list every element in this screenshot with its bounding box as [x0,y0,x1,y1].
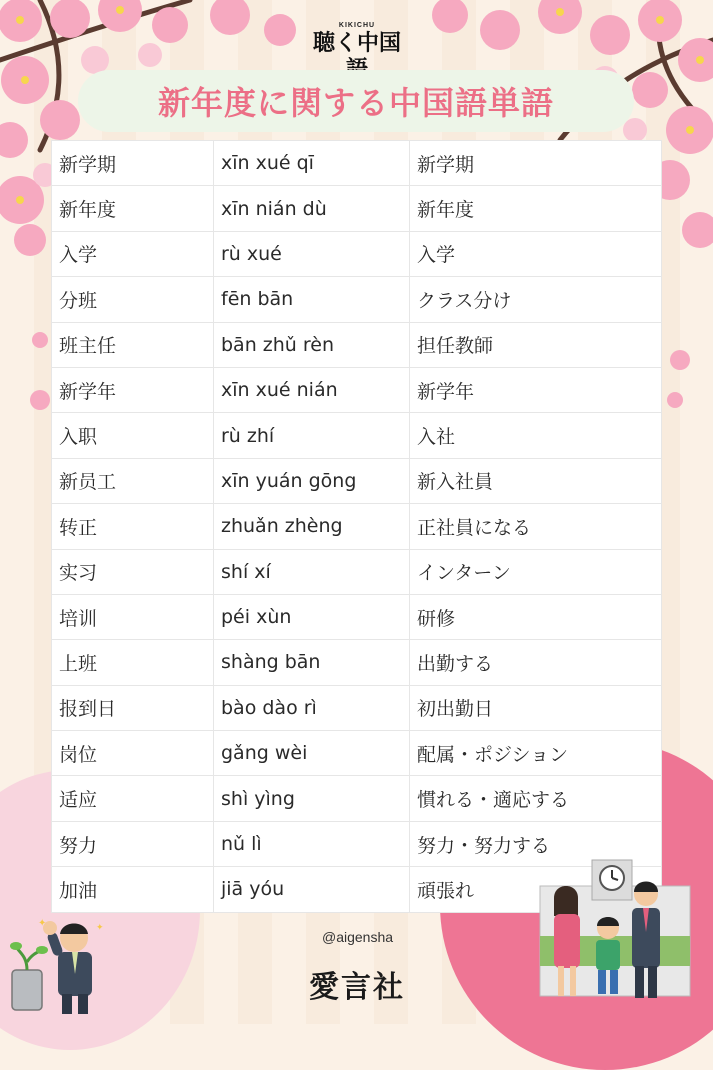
japanese-meaning: 新入社員 [410,458,662,503]
japanese-meaning: 正社員になる [410,504,662,549]
table-row [52,504,662,549]
chinese-word: 报到日 [52,685,214,730]
chinese-word: 入学 [52,231,214,276]
pinyin: gǎng wèi [214,731,410,776]
publisher-logo: 愛言社 [309,970,405,1005]
table-row [52,322,662,367]
table-row [52,141,662,186]
chinese-word: 分班 [52,277,214,322]
pinyin: péi xùn [214,594,410,639]
japanese-meaning: 初出勤日 [410,685,662,730]
table-row [52,367,662,412]
japanese-meaning: インターン [410,549,662,594]
svg-text:✦: ✦ [96,923,104,933]
pinyin: xīn xué qī [214,141,410,186]
table-row [52,277,662,322]
japanese-meaning: 配属・ポジション [410,731,662,776]
chinese-word: 班主任 [52,322,214,367]
chinese-word: 转正 [52,504,214,549]
pinyin: fēn bān [214,277,410,322]
japanese-meaning: 研修 [410,594,662,639]
pinyin: rù zhí [214,413,410,458]
pinyin: xīn nián dù [214,186,410,231]
title-banner [78,70,634,132]
japanese-meaning: 努力・努力する [410,821,662,866]
pinyin: shí xí [214,549,410,594]
page-title: 新年度に関する中国語単語 [157,84,554,122]
japanese-meaning: 出勤する [410,640,662,685]
vocabulary-table [51,140,662,913]
pinyin: shì yìng [214,776,410,821]
chinese-word: 实习 [52,549,214,594]
japanese-meaning: 慣れる・適応する [410,776,662,821]
table-row [52,731,662,776]
pinyin: xīn xué nián [214,367,410,412]
chinese-word: 入职 [52,413,214,458]
brand-logo-small-text: KIKICHU [338,22,376,29]
pinyin: bào dào rì [214,685,410,730]
table-row [52,594,662,639]
chinese-word: 新员工 [52,458,214,503]
chinese-word: 新学年 [52,367,214,412]
table-row [52,231,662,276]
brand-logo [313,22,401,58]
table-row [52,549,662,594]
table-row [52,413,662,458]
table-row [52,640,662,685]
japanese-meaning: 新年度 [410,186,662,231]
table-row [52,685,662,730]
social-handle: @aigensha [322,929,394,945]
pinyin: shàng bān [214,640,410,685]
table-row [52,458,662,503]
chinese-word: 加油 [52,867,214,912]
japanese-meaning: 入社 [410,413,662,458]
chinese-word: 新学期 [52,141,214,186]
japanese-meaning: 新学期 [410,141,662,186]
japanese-meaning: 頑張れ [410,867,662,912]
chinese-word: 适应 [52,776,214,821]
brand-logo-text: 聴く中国 [313,31,402,56]
japanese-meaning: 担任教師 [410,322,662,367]
chinese-word: 岗位 [52,731,214,776]
japanese-meaning: 入学 [410,231,662,276]
chinese-word: 努力 [52,821,214,866]
japanese-meaning: 新学年 [410,367,662,412]
chinese-word: 上班 [52,640,214,685]
svg-text:✦: ✦ [38,918,47,929]
table-row [52,776,662,821]
chinese-word: 新年度 [52,186,214,231]
family-school-entrance-illustration [536,856,706,1006]
pinyin: bān zhǔ rèn [214,322,410,367]
pinyin: jiā yóu [214,867,410,912]
pinyin: xīn yuán gōng [214,458,410,503]
chinese-word: 培训 [52,594,214,639]
pinyin: rù xué [214,231,410,276]
japanese-meaning: クラス分け [410,277,662,322]
table-row [52,186,662,231]
businessman-fist-pump-illustration [8,910,112,1018]
pinyin: zhuǎn zhèng [214,504,410,549]
pinyin: nǔ lì [214,821,410,866]
